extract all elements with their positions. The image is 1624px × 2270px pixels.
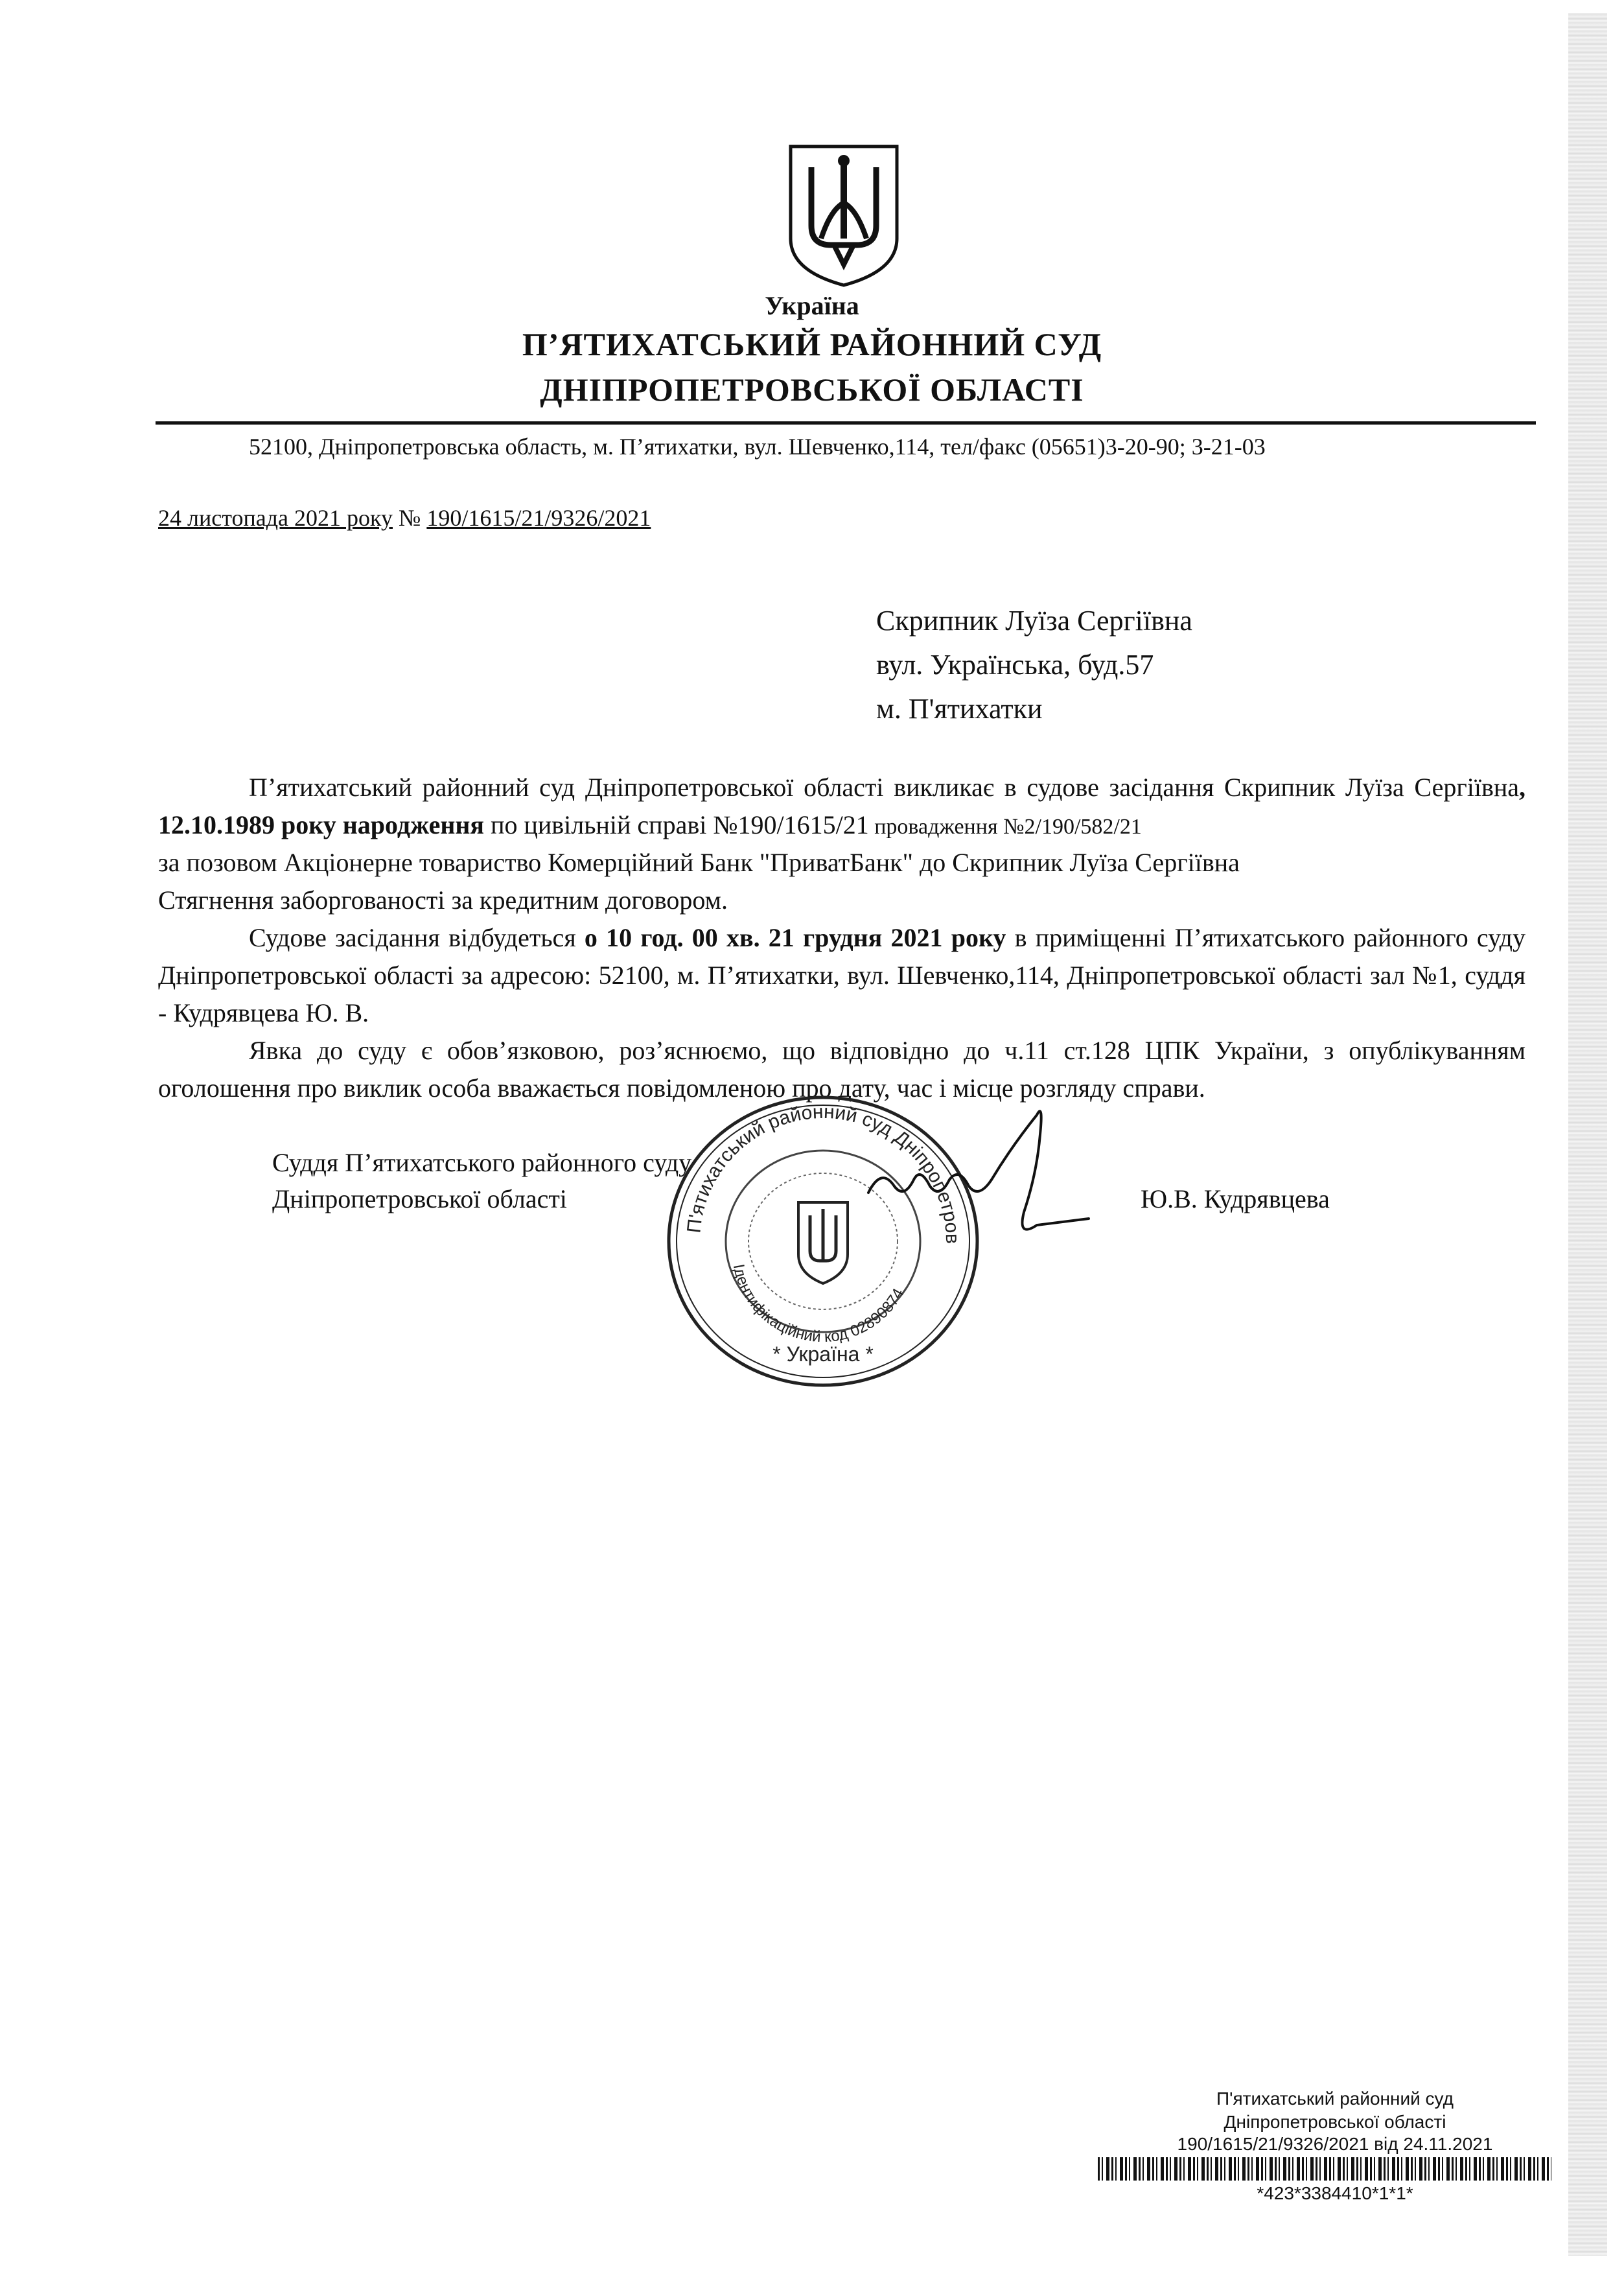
body-paragraph-2 xyxy=(158,919,1525,1032)
signature-judge-name: Ю.В. Кудрявцева xyxy=(1141,1184,1330,1213)
p2-hearing-datetime: о 10 год. 00 хв. 21 грудня 2021 року xyxy=(584,923,1006,952)
header-region: ДНІПРОПЕТРОВСЬКОЇ ОБЛАСТІ xyxy=(540,371,1084,408)
recipient-street: вул. Українська, буд.57 xyxy=(876,649,1154,681)
footer-court-line2: Дніпропетровської області xyxy=(1224,2112,1446,2132)
barcode-text: *423*3384410*1*1* xyxy=(1257,2183,1413,2203)
p1-case-number: по цивільній справі №190/1615/21 xyxy=(484,810,869,839)
seal-trident-icon xyxy=(798,1202,848,1283)
header-country: Україна xyxy=(765,291,859,320)
signature-left-line2: Дніпропетровської області xyxy=(272,1184,567,1213)
footer-court-line1: П'ятихатський районний суд xyxy=(1216,2089,1454,2109)
recipient-city: м. П'ятихатки xyxy=(876,693,1043,725)
header-court-name: П’ЯТИХАТСЬКИЙ РАЙОННИЙ СУД xyxy=(522,326,1102,362)
body-paragraph-1-line3: за позовом Акціонерне товариство Комерційний Банк "ПриватБанк" до Скрипник Луїза Сергіївна xyxy=(158,848,1240,877)
handwritten-signature xyxy=(842,1095,1115,1264)
seal-inner-text: Ідентифікаційний код 02890874 xyxy=(729,1263,908,1346)
trident-emblem-icon xyxy=(785,141,902,289)
body-paragraph-1 xyxy=(158,769,1525,846)
recipient-name: Скрипник Луїза Сергіївна xyxy=(876,605,1192,637)
reference-number: 190/1615/21/9326/2021 xyxy=(426,505,651,531)
p2-text-a: Судове засідання відбудеться xyxy=(249,923,585,952)
body-paragraph-3: Явка до суду є обов’язковою, роз’яснюємо, що відповідно до ч.11 ст.128 ЦПК України, з опублікуванням оголошення про виклик особа вважається повідомленою про дату, час і місце розгляду справи. xyxy=(158,1036,1525,1103)
seal-bottom-text: * Україна * xyxy=(772,1342,874,1366)
body-paragraph-1-line4: Стягнення заборгованості за кредитним договором. xyxy=(158,885,728,915)
seal-outer-text: П'ятихатський районний суд Дніпропетров xyxy=(683,1101,964,1244)
reference-number-sign: № xyxy=(399,505,421,531)
signature-left-line1: Суддя П’ятихатського районного суду xyxy=(272,1148,692,1177)
p1-birthdate: , 12.10.1989 року народження xyxy=(158,773,1525,839)
p1-proceeding-number: провадження №2/190/582/21 xyxy=(868,815,1142,839)
reference-date: 24 листопада 2021 року xyxy=(158,505,393,531)
court-address: 52100, Дніпропетровська область, м. П’ятихатки, вул. Шевченко,114, тел/факс (05651)3-20-90; 3-21-03 xyxy=(249,434,1266,460)
p1-text-a: П’ятихатський районний суд Дніпропетровської області викликає в судове засідання Скрипник Луїза Сергіївна xyxy=(249,773,1519,802)
document-reference xyxy=(158,504,651,532)
p2-text-b: в приміщенні П’ятихатського районного суду Дніпропетровської області за адресою: 52100, м. П’ятихатки, вул. Шевченко,114, Дніпропетровської області зал №1, суддя - Кудрявцева Ю. В. xyxy=(158,923,1525,1027)
barcode xyxy=(1098,2157,1551,2181)
header-divider xyxy=(156,421,1536,425)
footer-reference: 190/1615/21/9326/2021 від 24.11.2021 xyxy=(1177,2134,1493,2154)
